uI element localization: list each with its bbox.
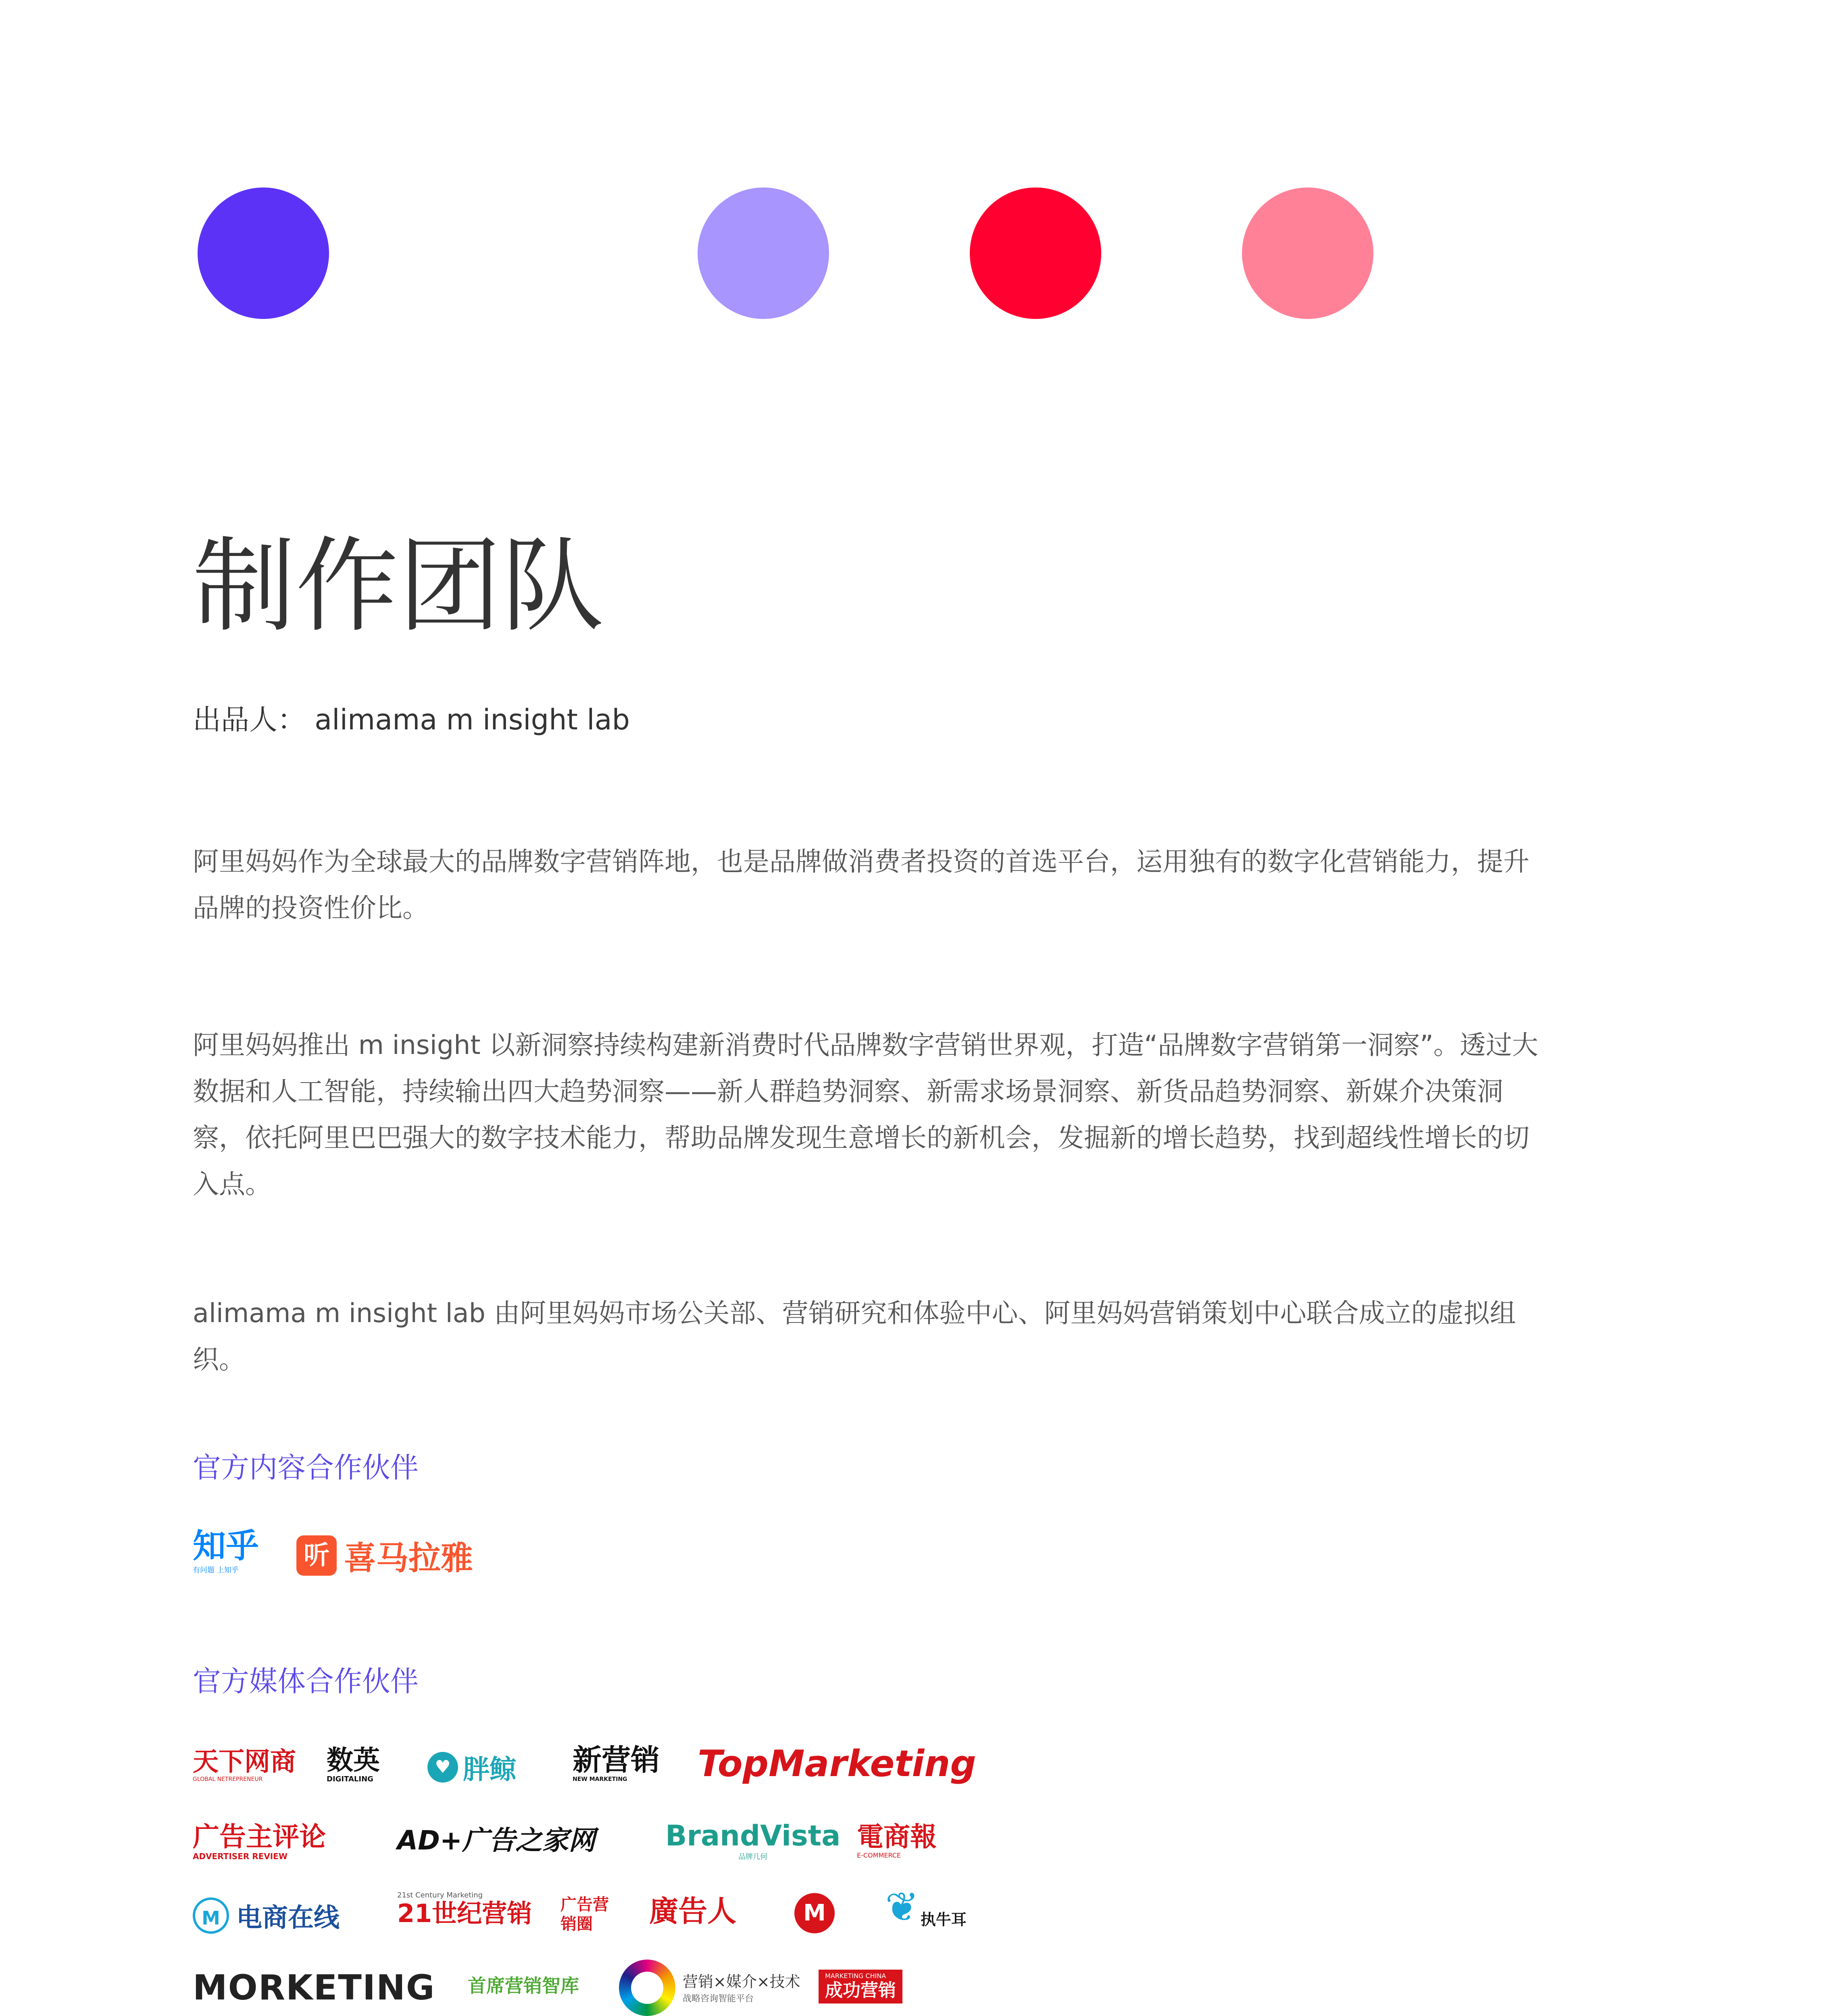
whale-icon: ♥	[427, 1752, 458, 1783]
circle-m-icon: M	[193, 1897, 229, 1934]
intro-paragraph-1: 阿里妈妈作为全球最大的品牌数字营销阵地，也是品牌做消费者投资的首选平台，运用独有的数字化营销能力，提升品牌的投资性价比。	[193, 847, 1530, 923]
dianshangzaixian-logo: M 电商在线	[193, 1897, 340, 1934]
morketing-logo: MORKETING	[193, 1968, 435, 2008]
dot-red	[970, 187, 1101, 319]
tianxiawangshang-logo: 天下网商 GLOBAL NETREPRENEUR	[193, 1747, 296, 1783]
dot-blue-violet	[198, 187, 329, 319]
dot-lavender	[698, 187, 829, 319]
21st-century-marketing-logo: 21st Century Marketing 21世纪营销	[397, 1891, 532, 1928]
page-title: 制作团队	[193, 527, 604, 646]
pangjing-logo: ♥ 胖鲸	[427, 1748, 516, 1786]
media-partners-title: 官方媒体合作伙伴	[193, 1665, 419, 1698]
yingxiao-meijie-jishu-logo: 营销×媒介×技术 战略咨询智能平台	[619, 1960, 800, 2016]
dot-pink	[1242, 187, 1373, 319]
advertiser-review-logo: 广告主评论 ADVERTISER REVIEW	[193, 1821, 326, 1861]
content-partners-title: 官方内容合作伙伴	[193, 1451, 419, 1484]
dianshangbao-logo: 電商報 E-COMMERCE	[857, 1821, 937, 1859]
intro-paragraph-3: alimama m insight lab 由阿里妈妈市场公关部、营销研究和体验中心、阿里妈妈营销策划中心联合成立的虚拟组织。	[193, 1298, 1516, 1375]
topmarketing-logo: TopMarketing	[698, 1743, 976, 1785]
producer-line: 出品人： alimama m insight lab	[193, 703, 630, 736]
chenggong-yingxiao-logo: MARKETING CHINA 成功营销	[819, 1970, 902, 2004]
xinyingxiao-logo: 新营销 NEW MARKETING	[573, 1743, 660, 1783]
adhome-logo: AD+广告之家网	[397, 1825, 596, 1856]
shuying-logo: 数英 DIGITALING	[327, 1745, 380, 1783]
colorwheel-icon	[619, 1960, 675, 2016]
intro-paragraph-2: 阿里妈妈推出 m insight 以新洞察持续构建新消费时代品牌数字营销世界观，打造“品牌数字营销第一洞察”。透过大数据和人工智能，持续输出四大趋势洞察——新人群趋势洞察、新需求场景洞察、新货品趋势洞察、新媒介决策洞察，依托阿里巴巴强大的数字技术能力，帮助品牌发现生意增长的新机会，发掘新的增长趋势，找到超线性增长的切入点。	[193, 1030, 1538, 1200]
ximalaya-logo: 听 喜马拉雅	[296, 1532, 473, 1579]
guanggaoren-logo: 廣告人	[649, 1894, 737, 1928]
m-badge-logo: M	[794, 1893, 835, 1933]
shouxi-yingxiao-logo: 首席营销智库	[468, 1975, 579, 1997]
zhihu-logo: 知乎 有问题 上知乎	[193, 1527, 259, 1574]
brandvista-logo: BrandVista 品牌几何	[665, 1819, 841, 1861]
zhiniuer-logo: ❦ 执牛耳	[885, 1883, 967, 1931]
butterfly-icon: ❦	[885, 1883, 919, 1931]
guanggao-yingxiaoquan-logo: 广告营销圈	[560, 1895, 609, 1933]
